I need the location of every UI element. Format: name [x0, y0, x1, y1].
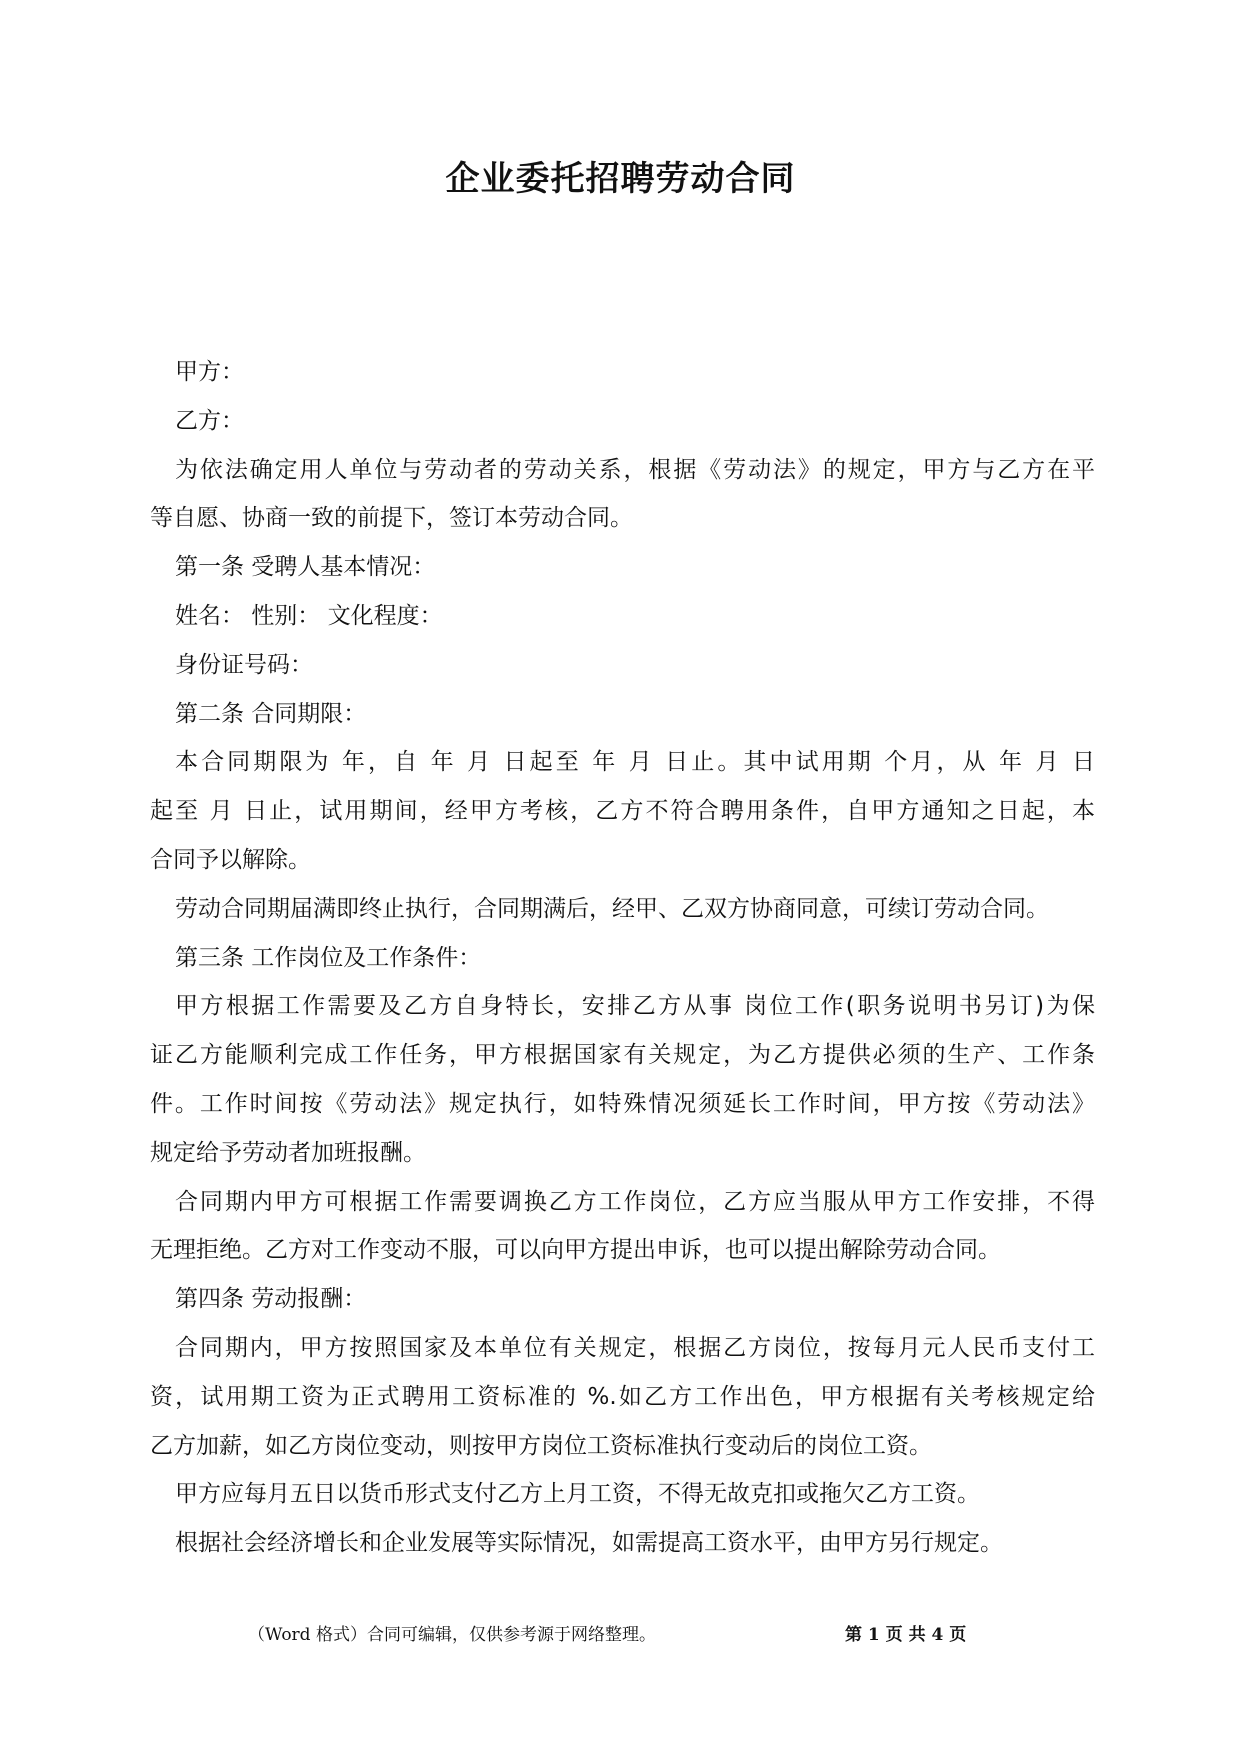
line-renewal: 劳动合同期届满即终止执行，合同期满后，经甲、乙双方协商同意，可续订劳动合同。: [175, 895, 1049, 922]
line-pay-date: 甲方应每月五日以货币形式支付乙方上月工资，不得无故克扣或拖欠乙方工资。: [175, 1481, 980, 1508]
line-party-b: 乙方：: [175, 407, 244, 434]
line-term-1: 本合同期限为 年，自 年 月 日起至 年 月 日止。其中试用期 个月，从 年 月 日: [175, 749, 1095, 776]
line-article-1-heading: 第一条 受聘人基本情况：: [175, 554, 436, 581]
line-id-number: 身份证号码：: [175, 651, 313, 678]
line-term-3: 合同予以解除。: [150, 846, 311, 873]
line-position-4: 规定给予劳动者加班报酬。: [150, 1139, 426, 1166]
line-party-a: 甲方：: [175, 359, 244, 385]
line-pay-raise: 根据社会经济增长和企业发展等实际情况，如需提高工资水平，由甲方另行规定。: [175, 1530, 1003, 1557]
line-reassign-1: 合同期内甲方可根据工作需要调换乙方工作岗位，乙方应当服从甲方工作安排，不得: [175, 1188, 1095, 1215]
line-article-3-heading: 第三条 工作岗位及工作条件：: [175, 944, 482, 971]
line-article-4-heading: 第四条 劳动报酬：: [175, 1286, 367, 1313]
document-body: [150, 348, 1095, 1568]
line-article-2-heading: 第二条 合同期限：: [175, 700, 367, 727]
line-preamble-1: 为依法确定用人单位与劳动者的劳动关系，根据《劳动法》的规定，甲方与乙方在平: [175, 456, 1095, 483]
line-name-gender-education: 姓名： 性别： 文化程度：: [175, 602, 443, 629]
line-position-1: 甲方根据工作需要及乙方自身特长，安排乙方从事 岗位工作(职务说明书另订)为保: [175, 993, 1095, 1020]
line-preamble-2: 等自愿、协商一致的前提下，签订本劳动合同。: [150, 505, 633, 532]
line-pay-2: 资，试用期工资为正式聘用工资标准的 %.如乙方工作出色，甲方根据有关考核规定给: [150, 1383, 1095, 1410]
line-pay-3: 乙方加薪，如乙方岗位变动，则按甲方岗位工资标准执行变动后的岗位工资。: [150, 1432, 932, 1459]
line-term-2: 起至 月 日止，试用期间，经甲方考核，乙方不符合聘用条件，自甲方通知之日起，本: [150, 798, 1095, 825]
page-footer: [0, 1620, 1241, 1650]
document-title: 企业委托招聘劳动合同: [445, 159, 796, 199]
line-position-2: 证乙方能顺利完成工作任务，甲方根据国家有关规定，为乙方提供必须的生产、工作条: [150, 1042, 1095, 1069]
footer-note: （Word 格式）合同可编辑，仅供参考源于网络整理。: [248, 1625, 656, 1645]
line-reassign-2: 无理拒绝。乙方对工作变动不服，可以向甲方提出申诉，也可以提出解除劳动合同。: [150, 1237, 1001, 1264]
line-pay-1: 合同期内，甲方按照国家及本单位有关规定，根据乙方岗位，按每月元人民币支付工: [175, 1334, 1095, 1361]
line-position-3: 件。工作时间按《劳动法》规定执行，如特殊情况须延长工作时间，甲方按《劳动法》: [150, 1090, 1095, 1117]
page-number: 第 1 页 共 4 页: [845, 1625, 967, 1645]
